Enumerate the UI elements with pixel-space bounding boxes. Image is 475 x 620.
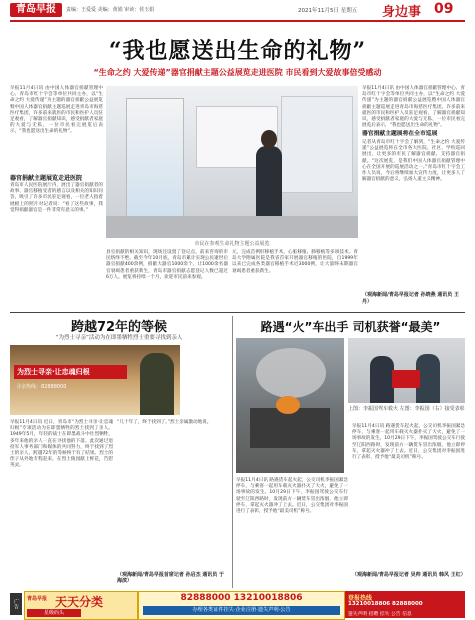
article3-body: 早报11月4日讯 路遇货车起火起，公交司机李振国紧急停车，与乘客一起用车载灭火器扑灭了大火，避免了一场事故的发生。10月29日下午，李振国驾驶公交车行驶至辽阳西路时，发现前方一辆货车冒出浓烟，他立即停车，拿起灭火器冲了上去。近日，公交集团对李振国进行了表彰，授予他“最美司机”称号。: [236, 478, 348, 515]
promo-title: 为烈士寻亲·让忠魂归根: [14, 365, 127, 379]
main-headline: “我也愿送出生命的礼物”: [108, 38, 367, 64]
ad-left-title: 天天分类: [55, 595, 104, 609]
ad-right-sub: 遗失声明 招聘 挂失 公告 信息: [348, 612, 412, 617]
staff-credits: 责编：王爱爱 美编：黄娟 审读：侯玉娟: [66, 7, 155, 13]
article2-body-col2: “几十年了，终于找到了。”烈士亲属激动地说。: [117, 420, 212, 425]
article2-byline: （观海新闻/青岛早报首席记者 孙启杰 通讯员 于海滨）: [117, 572, 225, 585]
fire: [276, 396, 300, 414]
ad-right: [345, 591, 465, 618]
main-body-col3: 元，完成首例肝移植手术，心脏移植、肺移植等多项技术。青岛大学附属医院是我省首家开展器官移植的医院，自1999年以来已完成各类器官移植手术近3000例，让大量终末期器官衰竭患者重获新生。: [232, 250, 358, 274]
ad-right-head: 登报热线: [348, 595, 373, 602]
main-body-col1: 早报11月4日讯 由中国人体器官捐献管理中心、青岛市红十字会等单位共同主办，以“生命之约 大爱传递”为主题的器官捐献公益展览暨中国人体器官捐献主题巡展走进青岛市海慈医疗集团，许多前来就医的市民和医护人员驻足观看，了解器官捐献知识，感受捐献者家庭的大爱与无私，一位市民看完展览后表示，“我也愿送出生命的礼物”。: [10, 86, 103, 135]
masthead: [10, 2, 465, 22]
ads-strip: [10, 591, 465, 618]
header-rule: [10, 20, 465, 22]
article3-byline: （观海新闻/青岛早报记者 吴帅 通讯员 韩风 王红）: [352, 572, 466, 578]
article2-promo-graphic: [10, 345, 180, 415]
main-body-col4-top: 早报11月4日讯 由中国人体器官捐献管理中心、青岛市红十字会等单位共同主办，以“生命之约 大爱传递”为主题的器官捐献公益展览暨中国人体器官捐献主题巡展走进青岛市海慈医疗集团，许多前来就医的市民和医护人员驻足观看，了解器官捐献知识，感受捐献者家庭的大爱与无私，一位市民看完展览后表示，“我也愿送出生命的礼物”。: [362, 86, 465, 129]
issue-date: 2021年11月5日 星期五: [298, 8, 358, 14]
exhibition-photo: [106, 86, 358, 238]
ad-services: 办理各类证件挂失·企业注册·遗失声明·公告: [143, 606, 340, 615]
visitor-head: [261, 130, 277, 148]
smoke: [256, 348, 326, 398]
article3-headline: 路遇“火”车出手 司机获誉“最美”: [260, 320, 441, 334]
section-title: 身边事: [382, 5, 422, 20]
award-photo: [348, 338, 465, 403]
soldier-silhouette: [140, 353, 174, 415]
display-board-right: [281, 96, 353, 193]
ad-right-phones: 13210018806 82888000: [348, 601, 423, 607]
promo-hotline: 寻亲热线：82888000: [16, 384, 67, 390]
person-left: [370, 356, 394, 403]
ad-sign: 广告: [10, 593, 22, 615]
ad-phones: 82888000 13210018806: [180, 593, 303, 603]
main-byline: （观海新闻/青岛早报记者 孙晓燕 通讯员 王丹）: [362, 292, 460, 305]
certificate: [392, 370, 420, 388]
main-body-col1b: 青岛市人民医院展厅内，展出了器官捐献者的故事、器官移植受者的感言以及相关的知识问答，吸引了许多市民驻足观看，一位老人指着展板上的照片对记者说：“看了这些故事，我觉得捐献器官是一件非常有意义的事。”: [10, 183, 103, 213]
main-body-col2: 县官捐献的相关知识，现场还设置了登记点，前来咨询的市民络绎不绝。截至今年10月底，青岛市累计实现公民逝世后器官捐献400余例，捐献大器官1000余个，让1000余名器官衰竭患者重获新生，青岛市器官捐献志愿登记人数已超过6万人。展览将持续一个月，欢迎市民前来参观。: [106, 250, 228, 280]
visitor-figure: [256, 146, 282, 224]
truck: [250, 408, 330, 448]
article3-body-col2: 早报11月4日讯 路遇货车起火起，公交司机李振国紧急停车，与乘客一起用车载灭火器扑灭了大火，避免了一场事故的发生。10月29日下午，李振国驾驶公交车行驶至辽阳西路时，发现前方一辆货车冒出浓烟，他立即停车，拿起灭火器冲了上去。近日，公交集团对李振国进行了表彰，授予他“最美司机”称号。: [352, 424, 465, 461]
ad-left-logo: 青岛早报: [27, 596, 48, 602]
article3-photo-caption: 上图：李振国驾车救火 左图：李振国（右）接受表彰: [348, 406, 465, 412]
article2-headline: 跨越72年的等候: [70, 320, 168, 335]
photo-caption: 市民在参观生命礼物主题公益展览: [194, 241, 270, 247]
main-heading-2: 器官捐献主题展将在全市巡展: [362, 131, 438, 137]
main-subheadline: “生命之约 大爱传递”器官捐献主题公益展览走进医院 市民看到大爱故事倍受感动: [93, 68, 382, 77]
banner-panel: [126, 98, 184, 220]
ad-left-hotline: 星级码头: [27, 609, 81, 617]
truck-photo: [236, 338, 344, 473]
article2-subheadline: “为烈士寻亲”活动为在即墨牺牲烈士重要寻找到亲人: [55, 335, 183, 341]
section-divider: [10, 312, 465, 313]
column-divider: [232, 316, 233, 588]
paper-logo: 青岛早报: [10, 3, 62, 17]
main-heading-1: 器官捐献主题展览走进医院: [10, 175, 83, 182]
article2-body: 早报11月4日讯 近日，青岛市“为烈士寻亲·让忠魂归根”专项活动为在即墨牺牲的烈士找到了亲人。1949年5月，年轻的战士在即墨战斗中壮烈牺牲，多年来他的亲人一直在寻找他的下落。此次通过退役军人事务部门和媒体的共同努力，终于找到了烈士的亲人，跨越72年的等候终于有了结果。烈士的侄子从外地专程赶来，在烈士陵园献上鲜花，告慰英灵。: [10, 420, 113, 469]
ad-center: [138, 591, 345, 620]
main-body-col4: 记者从青岛市红十字会了解到，“生命之约 大爱传递”公益展览将在全市各大医院、社区、学校巡回展出，让更多的市民了解器官捐献、支持器官捐献。“这次展览，是我们中国人体器官捐献管理中心在全国开展的巡展活动之一。”青岛市红十字会工作人员说，今后将继续加大宣传力度，让更多人了解器官捐献的意义，弘扬人道主义精神。: [362, 140, 465, 183]
ad-left: [24, 591, 138, 620]
floor: [106, 216, 358, 238]
page-number: 09: [434, 1, 454, 17]
